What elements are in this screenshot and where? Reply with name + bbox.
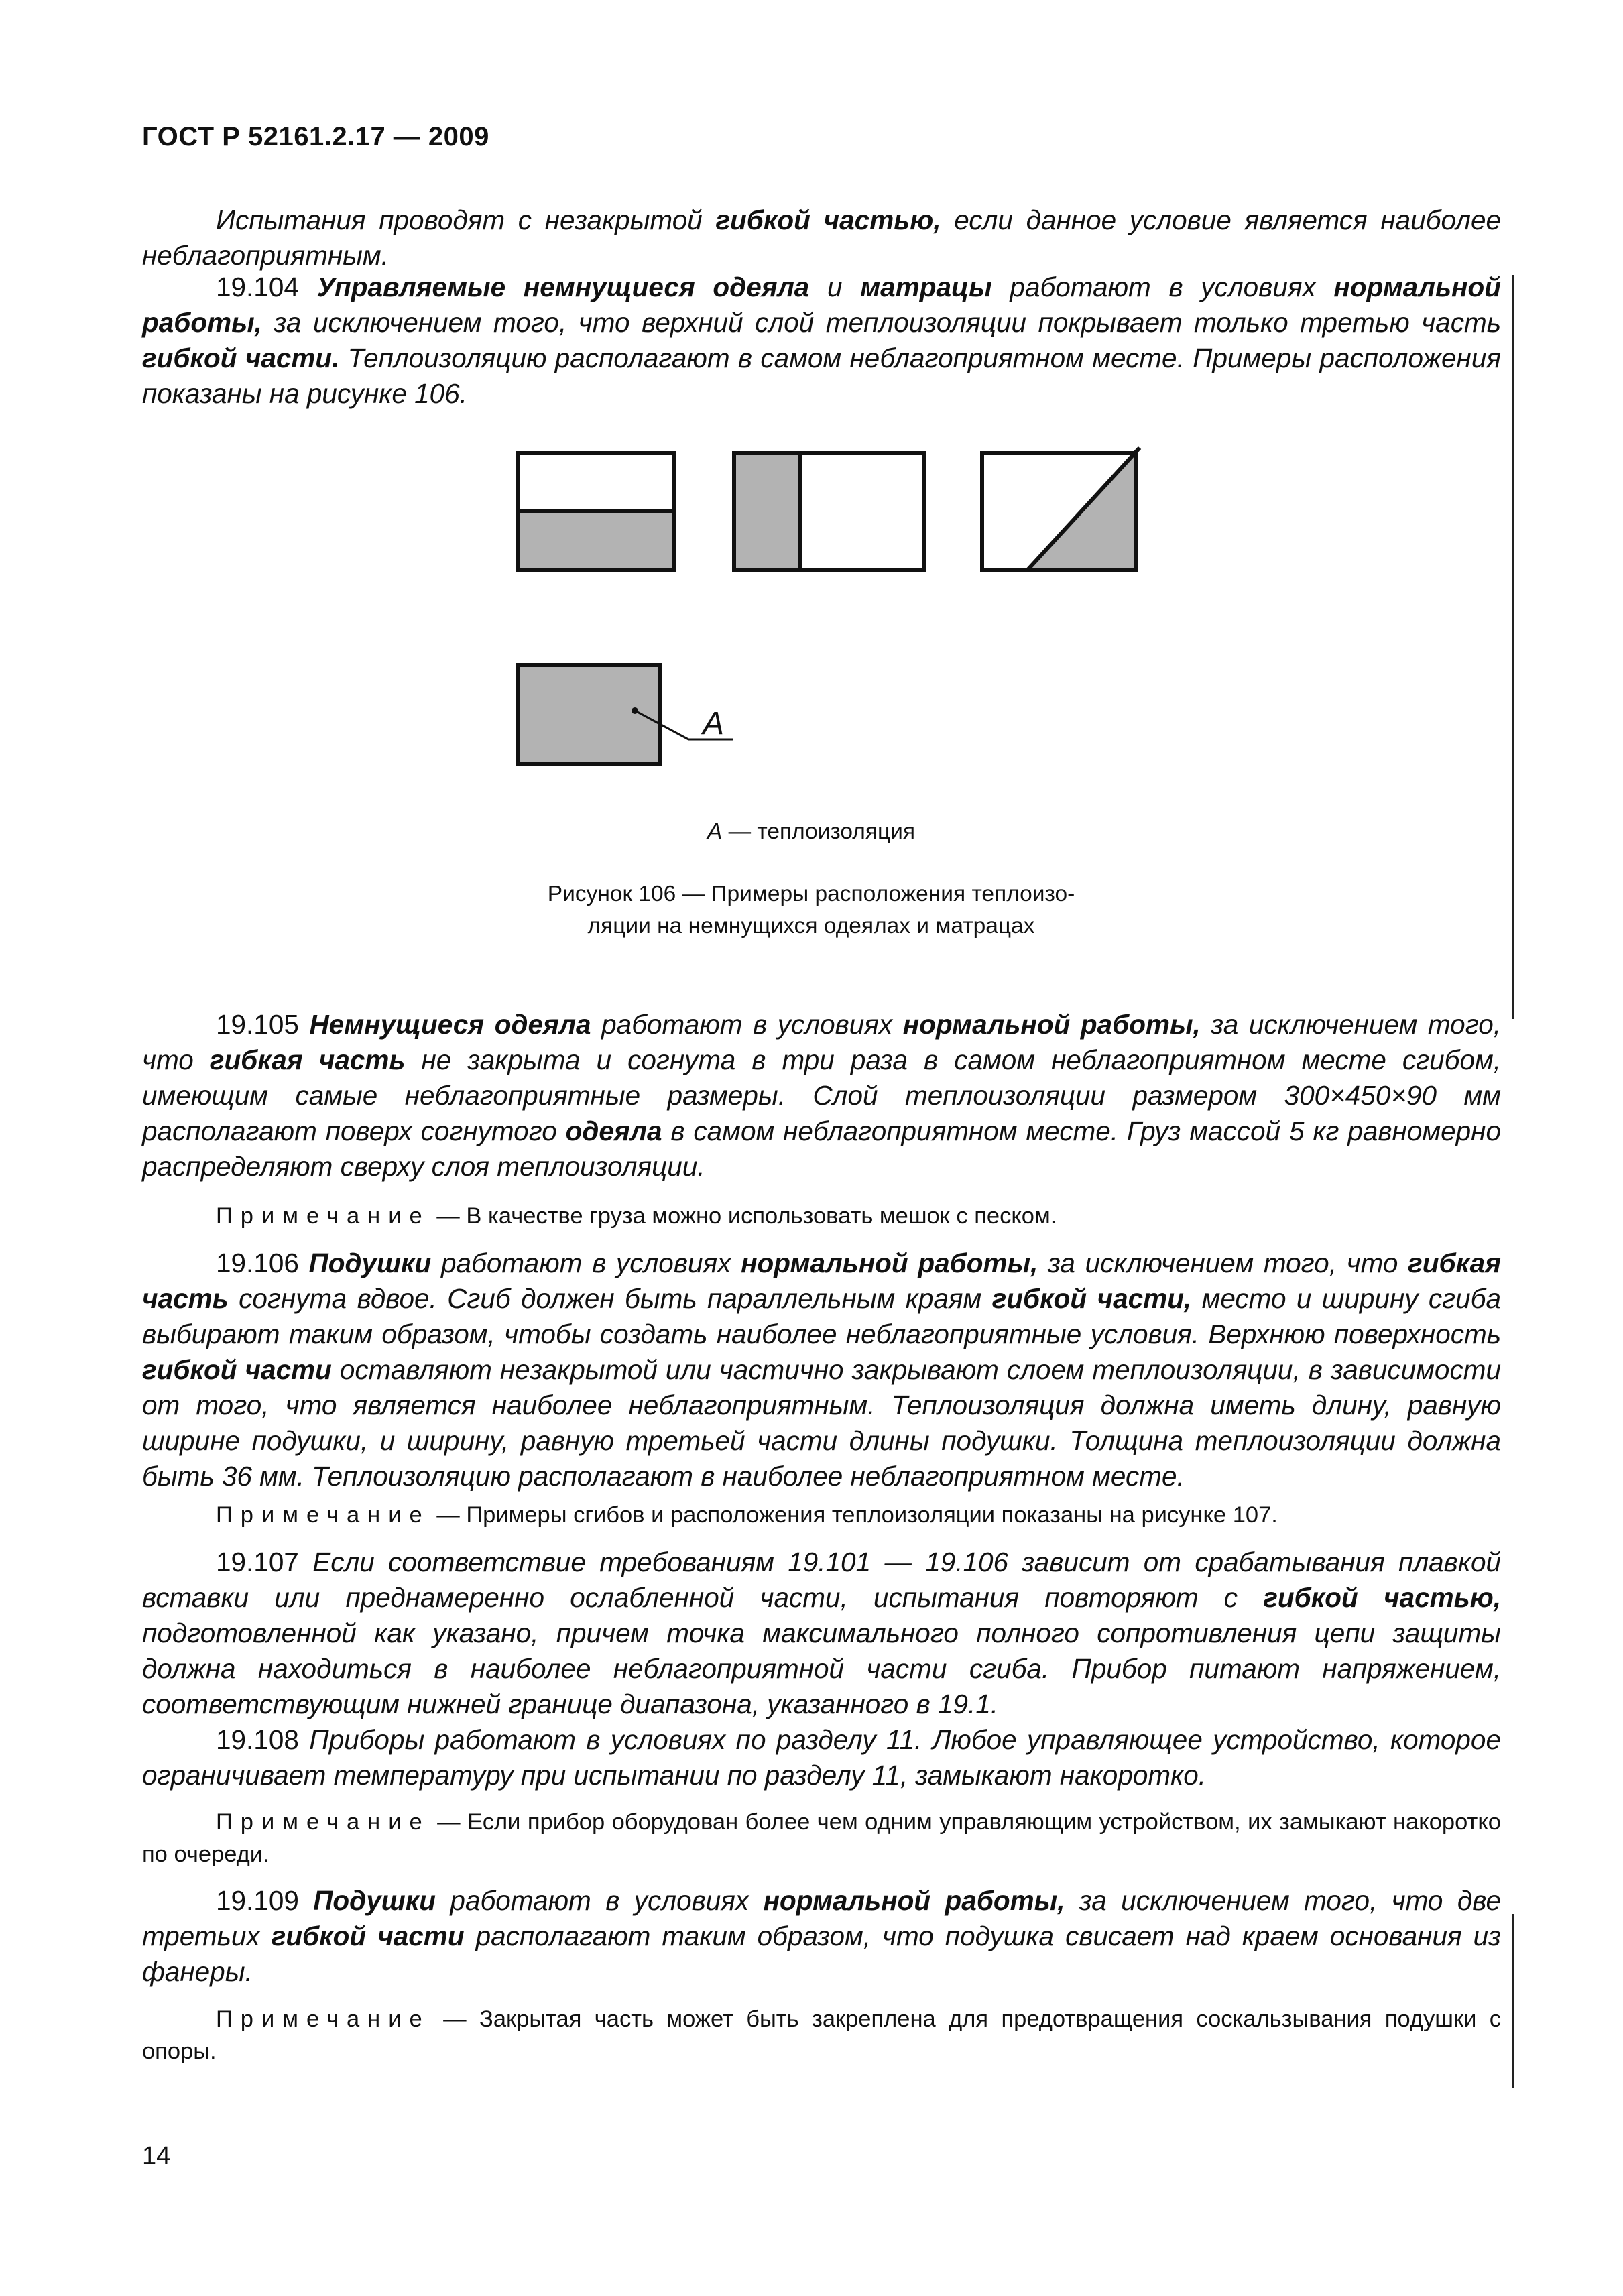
note-3: Примечание — Если прибор оборудован более чем одним управляющим устройством, их замыкают накоротко по очереди. xyxy=(142,1809,1501,1867)
clause-number: 19.106 xyxy=(216,1248,309,1278)
example-diagonal xyxy=(982,448,1140,570)
paragraph-continuation: Испытания проводят с незакрытой гибкой частью, если данное условие является наиболее неблагоприятным. xyxy=(142,204,1501,271)
document-header: ГОСТ Р 52161.2.17 — 2009 xyxy=(142,122,489,152)
clause-number: 19.104 xyxy=(216,271,317,302)
insulation-area xyxy=(518,665,660,764)
note-2: Примечание — Примеры сгибов и расположения теплоизоляции показаны на рисунке 107. xyxy=(216,1502,1278,1528)
page-number: 14 xyxy=(142,2142,171,2170)
paragraph-19-105: 19.105 Немнущиеся одеяла работают в условиях нормальной работы, за исключением того, что гибкая часть не закрыта и согнута в три раза в самом неблагоприятном месте сгибом, имеющим самые неблагоприятные размеры. Слой теплоизоляции размером 300×450×90 мм располагают поверх согнутого одеяла в самом неблагоприятном месте. Груз массой 5 кг равномерно распределяют сверху слоя теплоизоляции. xyxy=(142,1009,1501,1182)
note-4: Примечание — Закрытая часть может быть закреплена для предотвращения соскальзывания подушки с опоры. xyxy=(142,2006,1501,2064)
insulation-area xyxy=(734,453,800,570)
figure-caption: Рисунок 106 — Примеры расположения теплоизо- ляции на немнущихся одеялах и матрацах xyxy=(547,882,1075,939)
paragraph-19-107: 19.107 Если соответствие требованиям 19.101 — 19.106 зависит от срабатывания плавкой вставки или преднамеренно ослабленной части, испытания повторяют с гибкой частью, подготовленной как указано, причем точка максимального полного сопротивления цепи защиты должна находиться в наиболее неблагоприятной части сгиба. Прибор питают напряжением, соответствующим нижней границе диапазона, указанного в 19.1. xyxy=(142,1547,1501,1719)
figure-label-a: А xyxy=(703,706,725,741)
clause-number: 19.107 xyxy=(216,1547,313,1577)
paragraph-19-108: 19.108 Приборы работают в условиях по разделу 11. Любое управляющее устройство, которое ограничивает температуру при испытании по разделу 11, замыкают накоротко. xyxy=(142,1724,1501,1791)
clause-number: 19.109 xyxy=(216,1885,314,1916)
figure-legend: А — теплоизоляция xyxy=(707,819,916,844)
clause-number: 19.105 xyxy=(216,1009,310,1040)
example-vertical xyxy=(734,453,924,570)
example-full xyxy=(518,665,733,764)
example-horizontal xyxy=(518,453,674,570)
paragraph-19-106: 19.106 Подушки работают в условиях нормальной работы, за исключением того, что гибкая часть согнута вдвое. Сгиб должен быть параллельным краям гибкой части, место и ширину сгиба выбирают таким образом, чтобы создать наиболее неблагоприятные условия. Верхнюю поверхность гибкой части оставляют незакрытой или частично закрывают слоем теплоизоляции, в зависимости от того, что является наиболее неблагоприятным. Теплоизоляция должна иметь длину, равную ширине подушки, и ширину, равную третьей части длины подушки. Толщина теплоизоляции должна быть 36 мм. Теплоизоляцию располагают в наиболее неблагоприятном месте. xyxy=(142,1248,1501,1492)
paragraph-19-104: 19.104 Управляемые немнущиеся одеяла и матрацы работают в условиях нормальной работы, за исключением того, что верхний слой теплоизоляции покрывает только третью часть гибкой части. Теплоизоляцию располагают в самом неблагоприятном месте. Примеры расположения показаны на рисунке 106. xyxy=(142,271,1501,409)
figure-106 xyxy=(0,0,1623,804)
insulation-area xyxy=(518,511,674,570)
paragraph-19-109: 19.109 Подушки работают в условиях нормальной работы, за исключением того, что две третьих гибкой части располагают таким образом, что подушка свисает над краем основания из фанеры. xyxy=(142,1885,1501,1987)
change-bar xyxy=(1512,1914,1514,2088)
clause-number: 19.108 xyxy=(216,1724,310,1755)
note-1: Примечание — В качестве груза можно использовать мешок с песком. xyxy=(216,1203,1057,1229)
